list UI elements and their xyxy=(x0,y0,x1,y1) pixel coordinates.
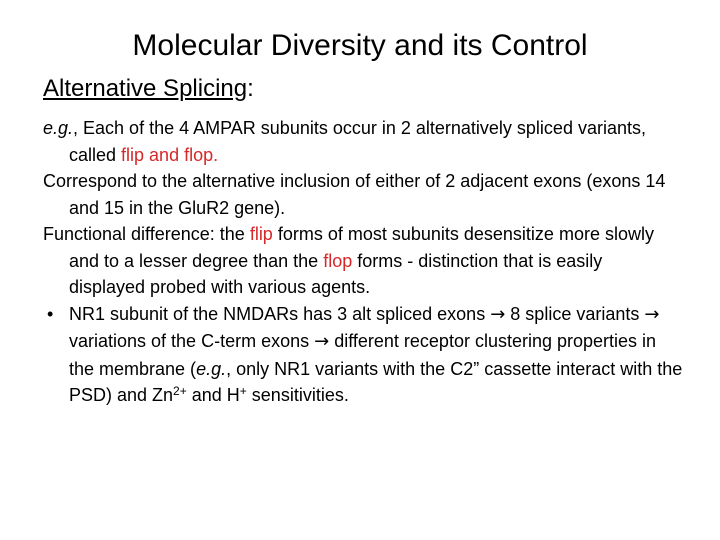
para1-period: . xyxy=(213,144,219,165)
proton-charge: + xyxy=(239,384,247,398)
eg-abbrev: e.g. xyxy=(196,358,227,379)
bullet-text3: variations of the C-term exons xyxy=(69,331,315,351)
bullet-text5: , only NR1 variants with the C2” cassette interact with the PSD) and Zn xyxy=(69,358,683,405)
bullet-text4: different receptor clustering properties in the membrane ( xyxy=(69,331,657,379)
flop-highlight: flop xyxy=(323,250,353,271)
arrow-right-icon: → xyxy=(490,303,506,325)
section-heading xyxy=(43,73,254,105)
para1-text: , Each of the 4 AMPAR subunits occur in 2 alternatively spliced variants, called xyxy=(69,118,646,165)
bullet-text2: 8 splice variants xyxy=(505,303,645,324)
heading-text: Alternative Splicing xyxy=(43,75,248,102)
bullet-text6: and H xyxy=(186,385,240,405)
paragraph-functional-difference xyxy=(43,221,683,301)
flip-flop-highlight: flip and flop xyxy=(121,144,214,165)
bullet-nr1-splicing xyxy=(43,301,683,409)
bullet-marker: • xyxy=(47,303,54,324)
arrow-right-icon: → xyxy=(314,331,330,352)
arrow-right-icon: → xyxy=(644,303,660,325)
paragraph-ampar-variants xyxy=(43,115,683,168)
heading-colon: : xyxy=(247,75,254,102)
slide-body xyxy=(43,115,683,409)
bullet-text7: sensitivities. xyxy=(246,385,349,405)
bullet-text1: NR1 subunit of the NMDARs has 3 alt spliced exons xyxy=(69,303,491,324)
zinc-charge: 2+ xyxy=(173,384,187,398)
eg-abbrev: e.g. xyxy=(43,118,74,138)
para3-text1: Functional difference: the xyxy=(43,224,250,244)
para3-text3: forms - distinction that is easily displayed probed with various agents. xyxy=(69,250,603,297)
slide-title: Molecular Diversity and its Control xyxy=(132,29,588,62)
paragraph-exon-inclusion: Correspond to the alternative inclusion of either of 2 adjacent exons (exons 14 and 15 in the GluR2 gene). xyxy=(43,171,666,218)
flip-highlight: flip xyxy=(249,224,273,244)
para3-text2: forms of most subunits desensitize more slowly and to a lesser degree than the xyxy=(69,224,654,271)
